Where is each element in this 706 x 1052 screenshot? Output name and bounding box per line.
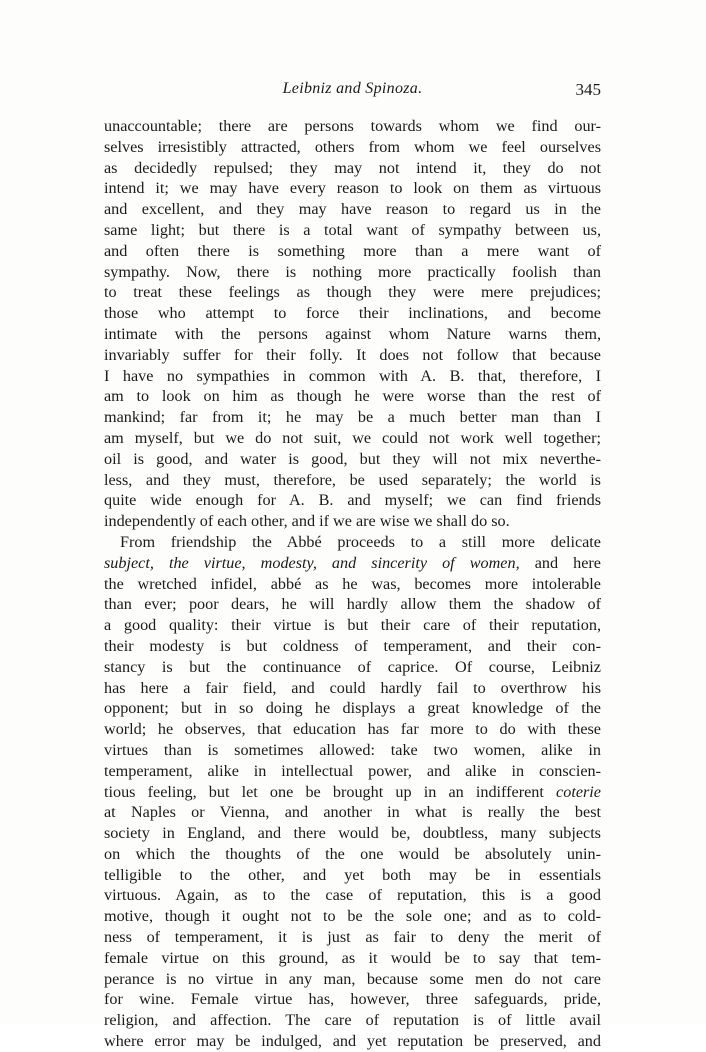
text-segment: on which the thoughts of the one would be absolutely unin- <box>104 844 601 863</box>
text-segment: quite wide enough for A. B. and myself; we can find friends <box>104 491 601 510</box>
text-line <box>104 594 601 615</box>
text-segment: than ever; poor dears, he will hardly allow them the shadow of <box>104 595 601 614</box>
text-line <box>104 199 601 220</box>
text-segment: temperament, alike in intellectual power, and alike in conscien- <box>104 761 601 780</box>
text-line <box>104 615 601 636</box>
text-line <box>104 698 601 719</box>
text-segment: same light; but there is a total want of sympathy between us, <box>104 220 601 239</box>
text-line <box>104 241 601 262</box>
text-line <box>104 366 601 387</box>
text-line <box>104 574 601 595</box>
text-segment: those who attempt to force their inclinations, and become <box>104 304 601 323</box>
text-segment: selves irresistibly attracted, others from whom we feel ourselves <box>104 137 601 156</box>
text-line <box>104 407 601 428</box>
text-segment: a good quality: their virtue is but their care of their reputation, <box>104 616 601 635</box>
text-line <box>104 386 601 407</box>
text-line <box>104 948 601 969</box>
text-line <box>104 449 601 470</box>
text-segment: telligible to the other, and yet both may be in essentials <box>104 865 601 884</box>
text-segment: am myself, but we do not suit, we could not work well together; <box>104 428 601 447</box>
text-line <box>104 553 601 574</box>
text-line <box>104 969 601 990</box>
text-line <box>104 137 601 158</box>
text-line <box>104 782 601 803</box>
text-line <box>104 740 601 761</box>
text-segment: oil is good, and water is good, but they will not mix neverthe- <box>104 449 601 468</box>
text-segment: has here a fair field, and could hardly fail to overthrow his <box>104 678 601 697</box>
text-segment: world; he observes, that education has far more to do with these <box>104 720 601 739</box>
text-segment: stancy is but the continuance of caprice. Of course, Leibniz <box>104 657 601 676</box>
text-segment: at Naples or Vienna, and another in what is really the best <box>104 803 601 822</box>
text-line <box>104 428 601 449</box>
text-segment: intend it; we may have every reason to look on them as virtuous <box>104 179 601 198</box>
text-line <box>104 282 601 303</box>
text-segment: opponent; but in so doing he displays a great knowledge of the <box>104 699 601 718</box>
text-segment: independently of each other, and if we are wise we shall do so. <box>104 512 510 531</box>
text-line <box>104 324 601 345</box>
text-segment: as decidedly repulsed; they may not intend it, they do not <box>104 158 601 177</box>
page-number: 345 <box>575 80 601 99</box>
text-segment: From friendship the Abbé proceeds to a still more delicate <box>120 532 601 551</box>
text-line <box>104 470 601 491</box>
text-line <box>104 262 601 283</box>
text-line <box>104 865 601 886</box>
text-segment: to treat these feelings as though they were mere prejudices; <box>104 283 601 302</box>
text-segment: mankind; far from it; he may be a much better man than I <box>104 408 601 427</box>
text-line <box>104 1010 601 1031</box>
text-segment: the wretched infidel, abbé as he was, becomes more intolerable <box>104 574 601 593</box>
text-line <box>104 657 601 678</box>
text-line <box>104 532 601 553</box>
text-segment: sympathy. Now, there is nothing more practically foolish than <box>104 262 601 281</box>
text-segment: society in England, and there would be, doubtless, many subjects <box>104 824 601 843</box>
text-line <box>104 823 601 844</box>
text-line <box>104 303 601 324</box>
text-line <box>104 511 601 532</box>
text-segment: perance is no virtue in any man, because some men do not care <box>104 969 601 988</box>
text-segment: female virtue on this ground, as it would be to say that tem- <box>104 948 601 967</box>
text-line <box>104 719 601 740</box>
text-segment: unaccountable; there are persons towards whom we find our- <box>104 117 601 135</box>
text-line <box>104 927 601 948</box>
text-segment: and here <box>519 553 601 572</box>
text-segment: less, and they must, therefore, be used separately; the world is <box>104 470 601 489</box>
text-line <box>104 490 601 511</box>
text-segment: ness of temperament, it is just as fair to deny the merit of <box>104 928 601 947</box>
text-line <box>104 220 601 241</box>
text-segment: and excellent, and they may have reason to regard us in the <box>104 200 601 219</box>
text-segment: intimate with the persons against whom Nature warns them, <box>104 324 601 343</box>
text-line <box>104 885 601 906</box>
text-line <box>104 1031 601 1052</box>
text-segment: religion, and affection. The care of reputation is of little avail <box>104 1011 601 1030</box>
text-segment: where error may be indulged, and yet reputation be preserved, and <box>104 1032 601 1051</box>
text-segment: virtuous. Again, as to the case of reputation, this is a good <box>104 886 601 905</box>
text-line <box>104 178 601 199</box>
italic-text-segment: coterie <box>556 782 601 801</box>
text-line <box>104 678 601 699</box>
text-segment: and often there is something more than a mere want of <box>104 241 601 260</box>
text-line <box>104 636 601 657</box>
text-segment: virtues than is sometimes allowed: take two women, alike in <box>104 740 601 759</box>
text-line <box>104 761 601 782</box>
text-segment: for wine. Female virtue has, however, three safeguards, pride, <box>104 990 601 1009</box>
text-line <box>104 906 601 927</box>
italic-text-segment: subject, the virtue, modesty, and sincerity of women, <box>104 553 520 572</box>
text-line <box>104 844 601 865</box>
text-line <box>104 345 601 366</box>
text-segment: their modesty is but coldness of temperament, and their con- <box>104 636 601 655</box>
text-line <box>104 116 601 137</box>
text-line <box>104 989 601 1010</box>
text-segment: invariably suffer for their folly. It does not follow that because <box>104 345 601 364</box>
running-head <box>104 80 601 102</box>
text-line <box>104 158 601 179</box>
text-segment: motive, though it ought not to be the sole one; and as to cold- <box>104 907 601 926</box>
running-title: Leibniz and Spinoza. <box>282 80 423 97</box>
body-text <box>104 116 601 1052</box>
text-segment: tious feeling, but let one be brought up in an indifferent <box>104 782 557 801</box>
text-segment: I have no sympathies in common with A. B. that, therefore, I <box>104 366 601 385</box>
text-line <box>104 802 601 823</box>
text-segment: am to look on him as though he were worse than the rest of <box>104 387 601 406</box>
